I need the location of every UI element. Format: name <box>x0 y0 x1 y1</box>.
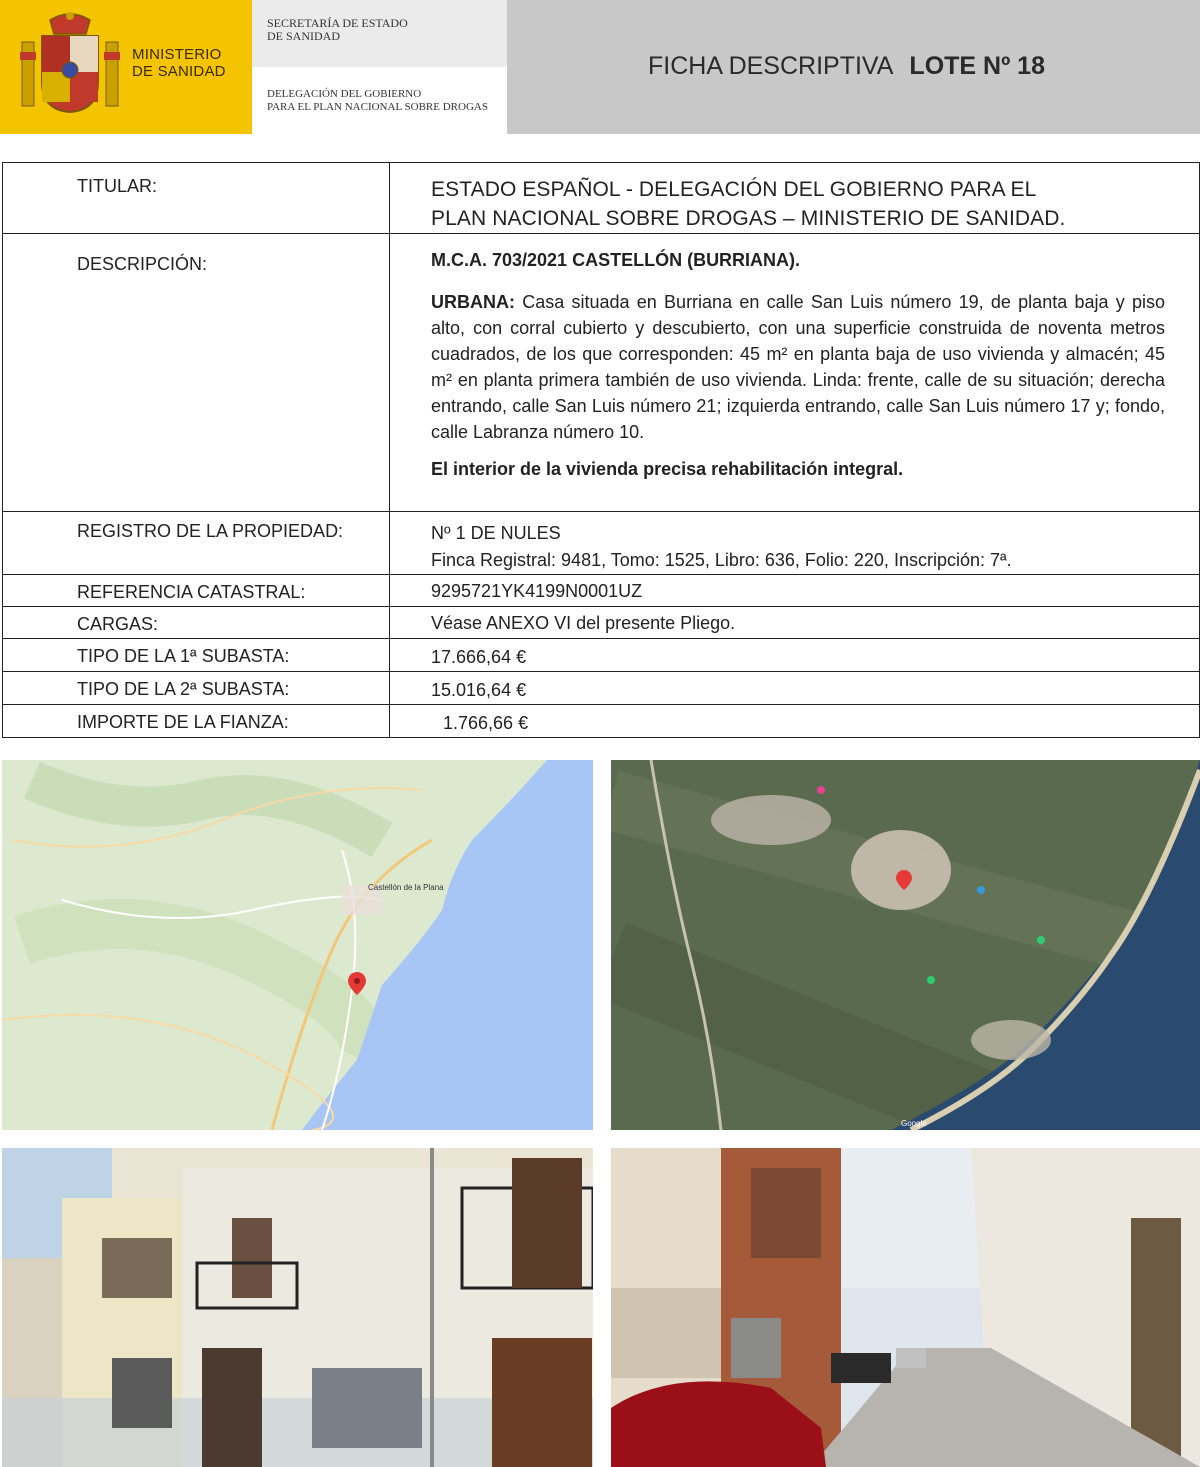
descripcion-note: El interior de la vivienda precisa rehabilitación integral. <box>431 459 904 479</box>
map-city-label: Castellón de la Plana <box>368 883 444 892</box>
table-row-descripcion <box>3 234 1200 512</box>
ficha-label: FICHA DESCRIPTIVA <box>648 52 894 80</box>
satellite-image <box>611 760 1200 1130</box>
registro-label: REGISTRO DE LA PROPIEDAD: <box>77 521 344 541</box>
ministry-name-line1: MINISTERIO <box>132 46 222 63</box>
location-map-image <box>2 760 593 1130</box>
street-photo <box>611 1148 1200 1467</box>
table-row-subasta2 <box>3 672 1200 705</box>
registro-value-line1: Nº 1 DE NULES <box>431 523 561 543</box>
urbana-label: URBANA: <box>431 292 515 312</box>
titular-label: TITULAR: <box>77 176 158 196</box>
secretaria-line1: SECRETARÍA DE ESTADO <box>267 16 408 30</box>
table-row-subasta1 <box>3 639 1200 672</box>
subasta2-value: 15.016,64 € <box>431 680 527 700</box>
secretaria-line2: DE SANIDAD <box>267 29 340 43</box>
cargas-label: CARGAS: <box>77 614 159 634</box>
lote-label: LOTE Nº 18 <box>909 52 1045 80</box>
registro-value-line2: Finca Registral: 9481, Tomo: 1525, Libro: 636, Folio: 220, Inscripción: 7ª. <box>431 550 1012 570</box>
page-title <box>648 52 1045 81</box>
catastral-value: 9295721YK4199N0001UZ <box>431 581 643 601</box>
descripcion-label: DESCRIPCIÓN: <box>77 254 208 274</box>
ministry-name-line2: DE SANIDAD <box>132 63 226 80</box>
subasta2-label: TIPO DE LA 2ª SUBASTA: <box>77 679 290 699</box>
subasta1-value: 17.666,64 € <box>431 647 527 667</box>
table-row-registro <box>3 512 1200 575</box>
table-row-cargas <box>3 607 1200 639</box>
fianza-value: 1.766,66 € <box>443 713 529 733</box>
coat-of-arms-icon <box>20 12 120 116</box>
cargas-value: Véase ANEXO VI del presente Pliego. <box>431 613 736 633</box>
catastral-label: REFERENCIA CATASTRAL: <box>77 582 306 602</box>
titular-value-line2: PLAN NACIONAL SOBRE DROGAS – MINISTERIO DE SANIDAD. <box>431 207 1066 230</box>
lot-details-table <box>2 162 1200 738</box>
table-row-catastral <box>3 575 1200 607</box>
house-facade-photo <box>2 1148 593 1467</box>
google-watermark: Google <box>901 1119 927 1128</box>
descripcion-text: Casa situada en Burriana en calle San Luis número 19, de planta baja y piso alto, con corral cubierto y descubierto, con una superficie construida de noventa metros cuadrados, de los que corresponden: 45 m² en planta baja de uso vivienda y almacén; 45 m² en planta primera también de uso vivienda. Linda: frente, calle de su situación; derecha entrando, calle San Luis número 21; izquierda entrando, calle San Luis número 17 y; fondo, calle Labranza número 10. <box>431 292 1165 442</box>
table-row-fianza <box>3 705 1200 738</box>
descripcion-title: M.C.A. 703/2021 CASTELLÓN (BURRIANA). <box>431 250 801 270</box>
subasta1-label: TIPO DE LA 1ª SUBASTA: <box>77 646 290 666</box>
fianza-label: IMPORTE DE LA FIANZA: <box>77 712 289 732</box>
titular-value-line1: ESTADO ESPAÑOL - DELEGACIÓN DEL GOBIERNO PARA EL <box>431 178 1037 201</box>
table-row-titular <box>3 163 1200 234</box>
delegacion-line1: DELEGACIÓN DEL GOBIERNO <box>267 88 422 100</box>
descripcion-body <box>431 289 1165 445</box>
delegacion-line2: PARA EL PLAN NACIONAL SOBRE DROGAS <box>267 101 488 113</box>
ministry-logo-block <box>0 0 252 134</box>
